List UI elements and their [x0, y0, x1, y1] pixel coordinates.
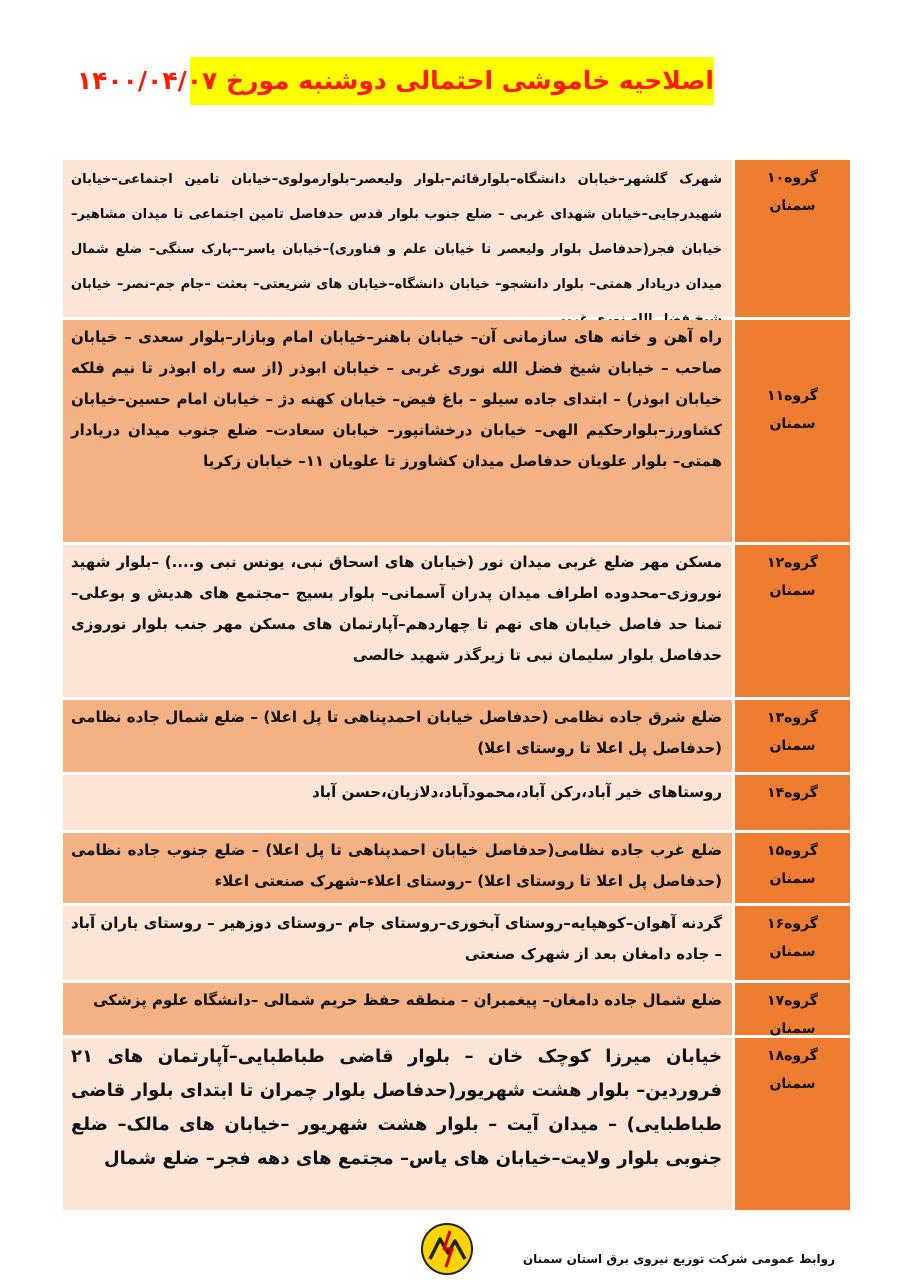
- areas-cell: روستاهای خیر آباد،رکن آباد،محمودآباد،دلازیان،حسن آباد: [63, 775, 732, 830]
- areas-cell: ضلع غرب جاده نظامی(حدفاصل خیابان احمدپناهی تا پل اعلا) – ضلع جنوب جاده نظامی (حدفاصل پل اعلا تا روستای اعلا) –روستای اعلاء–شهرک صنعتی اعلاء: [63, 833, 732, 903]
- tavanir-logo-icon: [420, 1222, 474, 1276]
- areas-cell: خیابان میرزا کوچک خان – بلوار قاضی طباطبایی–آپارتمان های ۲۱ فروردین– بلوار هشت شهریور(حدفاصل بلوار چمران تا ابتدای بلوار قاضی طباطبایی) – میدان آیت – بلوار هشت شهریور –خیابان های مالک– ضلع جنوبی بلوار ولایت–خیابان های یاس– مجتمع های دهه فجر– ضلع شمال: [63, 1038, 732, 1210]
- group-city: سمنان: [769, 583, 816, 599]
- table-row: [63, 160, 850, 317]
- group-city: سمنان: [769, 944, 816, 960]
- group-city: سمنان: [769, 738, 816, 754]
- group-cell: [735, 545, 850, 697]
- table-row: [63, 545, 850, 697]
- group-city: سمنان: [769, 1021, 816, 1037]
- group-cell: [735, 160, 850, 317]
- areas-cell: راه آهن و خانه های سازمانی آن– خیابان باهنر–خیابان امام وبازار–بلوار سعدی – خیابان صاحب – خیابان شیخ فضل الله نوری غربی – خیابان ابوذر (از سه راه ابوذر تا نیم فلکه خیابان ابوذر) – ابتدای جاده سیلو – باغ فیض– خیابان کهنه دژ – خیابان امام حسین–خیابان کشاورز–بلوارحکیم الهی– خیابان درخشانپور– خیابان سعادت– ضلع جنوب میدان دریادار همتی– بلوار علویان حدفاصل میدان کشاورز تا علویان ۱۱– خیابان زکریا: [63, 320, 732, 542]
- table-row: [63, 700, 850, 772]
- group-cell: [735, 1038, 850, 1210]
- table-row: [63, 833, 850, 903]
- group-number: گروه۱۱: [767, 388, 818, 404]
- group-cell: [735, 906, 850, 980]
- table-row: [63, 983, 850, 1035]
- group-number: گروه۱۵: [767, 843, 818, 859]
- group-number: گروه۱۷: [767, 993, 818, 1009]
- page-title: اصلاحیه خاموشی احتمالی دوشنبه مورخ ۱۴۰۰/۰۴/۰۷: [190, 57, 714, 105]
- group-cell: [735, 833, 850, 903]
- outage-schedule-table: [63, 160, 850, 1213]
- group-cell: [735, 320, 850, 542]
- group-number: گروه۱۴: [767, 785, 818, 801]
- areas-cell: گردنه آهوان–کوهپایه–روستای آبخوری–روستای جام –روستای دوزهیر – روستای باران آباد – جاده دامغان بعد از شهرک صنعتی: [63, 906, 732, 980]
- table-row: [63, 775, 850, 830]
- table-row: [63, 320, 850, 542]
- group-city: سمنان: [769, 416, 816, 432]
- group-cell: [735, 775, 850, 830]
- group-city: سمنان: [769, 198, 816, 214]
- areas-cell: شهرک گلشهر–خیابان دانشگاه–بلوارقائم–بلوار ولیعصر–بلوارمولوی–خیابان تامین اجتماعی–خیابان شهیدرجایی–خیابان شهدای غربی – ضلع جنوب بلوار قدس حدفاصل تامین اجتماعی تا میدان مشاهیر– خیابان فجر(حدفاصل بلوار ولیعصر تا خیابان علم و فناوری)–خیابان یاسر––پارک سنگی– ضلع شمال میدان دریادار همتی– بلوار دانشجو– خیابان دانشگاه–خیابان های شریعتی– بعثت –جام جم–نصر– خیابان: [63, 160, 732, 317]
- group-cell: [735, 700, 850, 772]
- group-number: گروه۱۲: [767, 555, 818, 571]
- group-city: سمنان: [769, 1076, 816, 1092]
- group-cell: [735, 983, 850, 1035]
- group-city: سمنان: [769, 871, 816, 887]
- group-number: گروه۱۶: [767, 916, 818, 932]
- group-number: گروه۱۳: [767, 710, 818, 726]
- areas-cell: ضلع شرق جاده نظامی (حدفاصل خیابان احمدپناهی تا پل اعلا) – ضلع شمال جاده نظامی (حدفاصل پل اعلا تا روستای اعلا): [63, 700, 732, 772]
- footer-credit: روابط عمومی شرکت توزیع نیروی برق استان سمنان: [522, 1252, 835, 1266]
- areas-cell: مسکن مهر ضلع غربی میدان نور (خیابان های اسحاق نبی، یونس نبی و....) –بلوار شهید نوروزی–محدوده اطراف میدان پدران آسمانی– بلوار بسیج –مجتمع های هدیش و بوعلی–تمنا حد فاصل خیابان های نهم تا چهاردهم–آپارتمان های مسکن مهر جنب بلوار نوروزی حدفاصل بلوار سلیمان نبی تا زیرگذر شهید خالصی: [63, 545, 732, 697]
- group-number: گروه۱۰: [767, 170, 818, 186]
- table-row: [63, 1038, 850, 1210]
- group-number: گروه۱۸: [767, 1048, 818, 1064]
- areas-cell: ضلع شمال جاده دامغان– پیغمبران – منطقه حفظ حریم شمالی –دانشگاه علوم پزشکی: [63, 983, 732, 1035]
- table-row: [63, 906, 850, 980]
